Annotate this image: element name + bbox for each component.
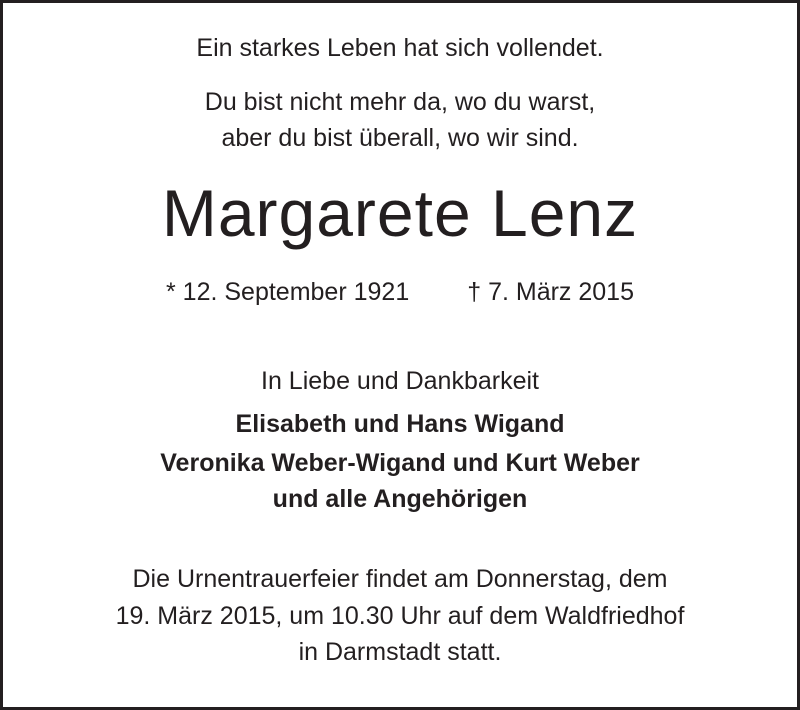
death-date: † 7. März 2015 bbox=[467, 278, 634, 306]
ceremony-line-3: in Darmstadt statt. bbox=[298, 638, 502, 666]
ceremony-line-2: 19. März 2015, um 10.30 Uhr auf dem Waldfriedhof bbox=[115, 602, 685, 630]
deceased-name: Margarete Lenz bbox=[161, 176, 639, 250]
mourner-name-2: Veronika Weber-Wigand und Kurt Weber bbox=[160, 449, 640, 477]
birth-date: * 12. September 1921 bbox=[166, 278, 410, 306]
intro-line-1: Ein starkes Leben hat sich vollendet. bbox=[196, 34, 604, 62]
intro-line-2: Du bist nicht mehr da, wo du warst, bbox=[204, 88, 596, 116]
ceremony-line-1: Die Urnentrauerfeier findet am Donnerstag, dem bbox=[132, 565, 668, 593]
mourners-intro: In Liebe und Dankbarkeit bbox=[261, 367, 539, 395]
mourner-name-3: und alle Angehörigen bbox=[272, 485, 528, 513]
mourner-name-1: Elisabeth und Hans Wigand bbox=[235, 410, 565, 438]
life-dates bbox=[3, 280, 797, 305]
intro-line-3: aber du bist überall, wo wir sind. bbox=[221, 124, 579, 152]
